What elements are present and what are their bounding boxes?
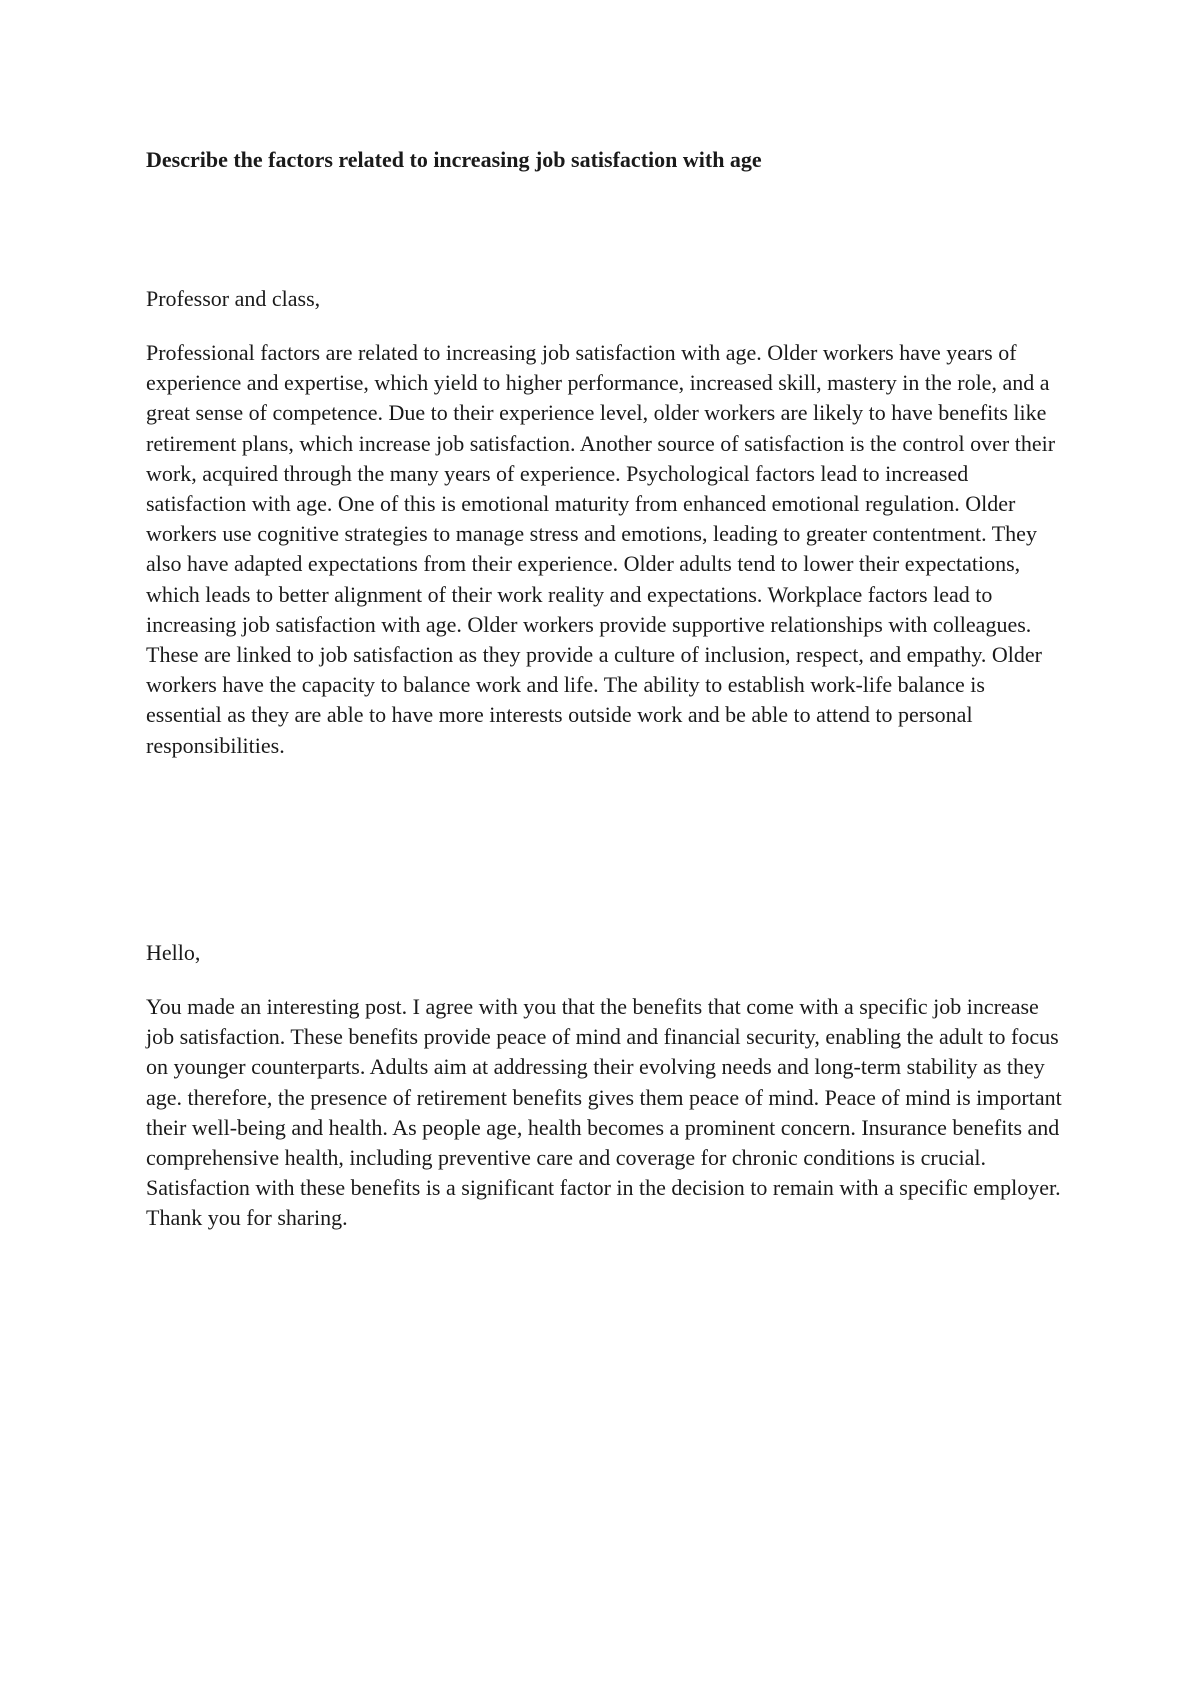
initial-post <box>146 284 1066 761</box>
post-body: Professional factors are related to increasing job satisfaction with age. Older workers have years of experience and expertise, which yield to higher performance, increased skill, mastery in the role, and a great sense of competence. Due to their experience level, older workers are likely to have benefits like retirement plans, which increase job satisfaction. Another source of satisfaction is the control over their work, acquired through the many years of experience. Psychological factors lead to increased satisfaction with age. One of this is emotional maturity from enhanced emotional regulation. Older workers use cognitive strategies to manage stress and emotions, leading to greater contentment. They also have adapted expectations from their experience. Older adults tend to lower their expectations, which leads to better alignment of their work reality and expectations. Workplace factors lead to increasing job satisfaction with age. Older workers provide supportive relationships with colleagues. These are linked to job satisfaction as they provide a culture of inclusion, respect, and empathy. Older workers have the capacity to balance work and life. The ability to establish work-life balance is essential as they are able to have more interests outside work and be able to attend to personal responsibilities. <box>146 340 1056 758</box>
post-greeting: Professor and class, <box>146 286 321 311</box>
reply-body: You made an interesting post. I agree with you that the benefits that come with a specific job increase job satisfaction. These benefits provide peace of mind and financial security, enabling the adult to focus on younger counterparts. Adults aim at addressing their evolving needs and long-term stability as they age. therefore, the presence of retirement benefits gives them peace of mind. Peace of mind is important their well-being and health. As people age, health becomes a prominent concern. Insurance benefits and comprehensive health, including preventive care and coverage for chronic conditions is crucial. Satisfaction with these benefits is a significant factor in the decision to remain with a specific employer. Thank you for sharing. <box>146 994 1062 1231</box>
reply-post <box>146 938 1066 1234</box>
reply-greeting: Hello, <box>146 940 201 965</box>
document-title: Describe the factors related to increasing job satisfaction with age <box>146 147 762 172</box>
